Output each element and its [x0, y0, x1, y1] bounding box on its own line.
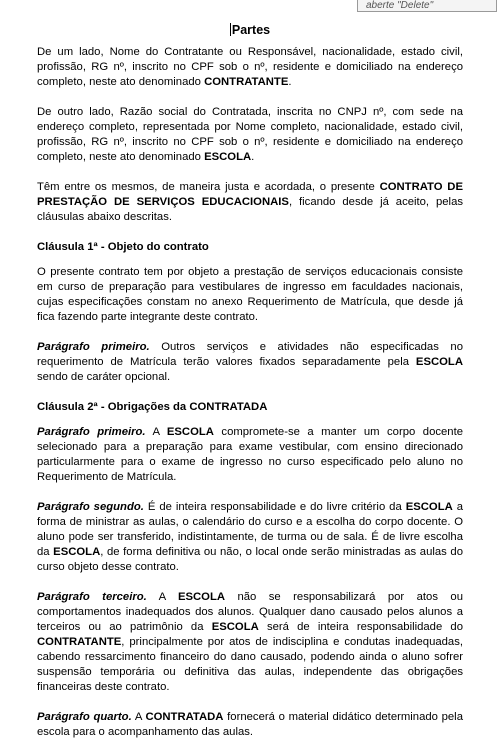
clause-2-heading: Cláusula 2ª - Obrigações da CONTRATADA [37, 401, 268, 413]
document-page [37, 22, 463, 755]
clause-1-heading: Cláusula 1ª - Objeto do contrato [37, 241, 209, 253]
paragraph-escola: De outro lado, Razão social do Contratada, inscrita no CNPJ nº, com sede na endereço completo, representada por Nome completo, nacionalidade, estado civil, profissão, RG nº, inscrito no CPF sob o nº, residente e domiciliado na endereço completo, neste ato denominado ESCOLA. [37, 106, 463, 163]
clause-2-paragraph-terceiro: Parágrafo terceiro. A ESCOLA não se responsabilizará por atos ou comportamentos inadequados dos alunos. Qualquer dano causado pelos alunos a terceiros ou ao patrimônio da ESCOLA será de inteira responsabilidade do CONTRATANTE, principalmente por atos de indisciplina e condutas inadequadas, cabendo ressarcimento financeiro do dano causado, podendo ainda o aluno sofrer suspensão temporária ou definitiva das aulas, independente das obrigações financeiras deste contrato. [37, 591, 463, 693]
delete-hint-tooltip: aberte "Delete" [357, 0, 497, 12]
clause-1-paragraph: O presente contrato tem por objeto a prestação de serviços educacionais consiste em curso de preparação para vestibulares de ingresso em faculdades nacionais, cujas especificações constam no anexo Requerimento de Matrícula, que desde já fica fazendo parte integrante deste contrato. [37, 266, 463, 323]
clause-1-paragraph-primeiro: Parágrafo primeiro. Outros serviços e atividades não especificadas no requerimento de Matrícula terão valores fixados separadamente pela ESCOLA sendo de caráter opcional. [37, 341, 463, 383]
clause-2-paragraph-segundo: Parágrafo segundo. É de inteira responsabilidade e do livre critério da ESCOLA a forma de ministrar as aulas, o calendário do curso e a escolha do corpo docente. O aluno pode ser transferido, indistintamente, de turma ou de sala. É de livre escolha da ESCOLA, de forma definitiva ou não, o local onde serão ministradas as aulas do curso objeto desse contrato. [37, 501, 463, 573]
paragraph-contratante: De um lado, Nome do Contratante ou Responsável, nacionalidade, estado civil, profissão, RG nº, inscrito no CPF sob o nº, residente e domiciliado na endereço completo, neste ato denominado CONTRATANTE. [37, 46, 463, 88]
paragraph-agreement: Têm entre os mesmos, de maneira justa e acordada, o presente CONTRATO DE PRESTAÇÃO DE SERVIÇOS EDUCACIONAIS, ficando desde já aceito, pelas cláusulas abaixo descritas. [37, 181, 463, 223]
text-cursor [230, 23, 231, 36]
document-title: Partes [231, 23, 271, 37]
clause-2-paragraph-quarto: Parágrafo quarto. A CONTRATADA fornecerá o material didático determinado pela escola para o acompanhamento das aulas. [37, 711, 463, 738]
clause-2-paragraph-primeiro: Parágrafo primeiro. A ESCOLA compromete-se a manter um corpo docente selecionado para a preparação para exame vestibular, com ensino direcionado particularmente para o exame de ingresso no curso especificado pelo aluno no Requerimento de Matrícula. [37, 426, 463, 483]
